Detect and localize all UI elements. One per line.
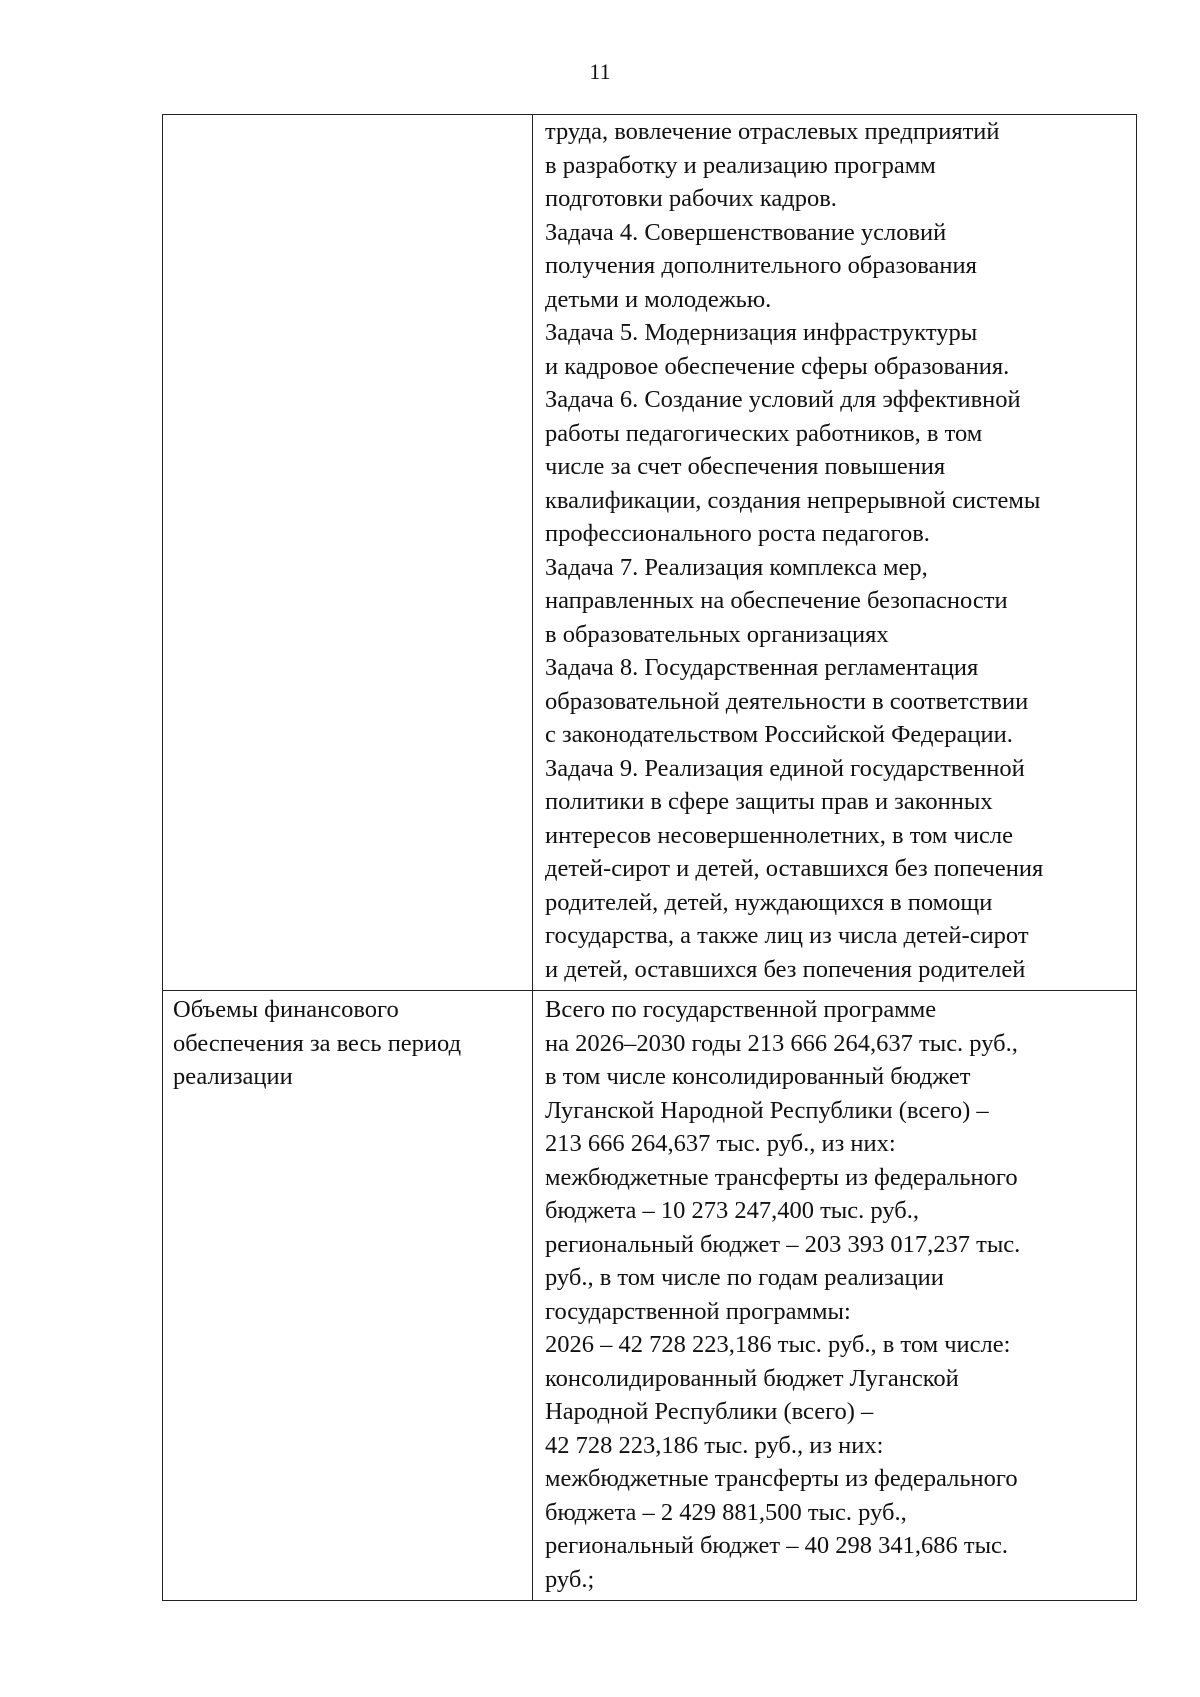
- tasks-text-line: и кадровое обеспечение сферы образования.: [545, 352, 1010, 380]
- tasks-text-line: в разработку и реализацию программ: [545, 151, 936, 179]
- funding-text-line: 213 666 264,637 тыс. руб., из них:: [545, 1130, 896, 1157]
- funding-label-line: реализации: [173, 1063, 293, 1090]
- funding-label-line: Объемы финансового: [173, 996, 399, 1023]
- tasks-text-line: интересов несовершеннолетних, в том числе: [545, 821, 1013, 849]
- funding-text-line: Всего по государственной программе: [545, 996, 937, 1023]
- funding-text-line: руб.;: [545, 1565, 595, 1593]
- tasks-text-line: образовательной деятельности в соответствии: [545, 687, 1029, 715]
- tasks-text-line: квалификации, создания непрерывной системы: [545, 486, 1041, 514]
- funding-text-line: региональный бюджет – 203 393 017,237 тыс.: [545, 1230, 1021, 1258]
- table-row-funding: [163, 991, 1137, 1601]
- tasks-text-line: направленных на обеспечение безопасности: [545, 587, 1008, 614]
- tasks-text-line: получения дополнительного образования: [545, 252, 977, 279]
- funding-label-line: обеспечения за весь период: [173, 1029, 462, 1057]
- funding-text-line: бюджета – 10 273 247,400 тыс. руб.,: [545, 1197, 919, 1224]
- tasks-text-line: труда, вовлечение отраслевых предприятий: [545, 118, 1000, 145]
- funding-text-line: консолидированный бюджет Луганской: [545, 1364, 959, 1392]
- tasks-text-line: государства, а также лиц из числа детей-сирот: [545, 922, 1029, 949]
- tasks-text-line: детьми и молодежью.: [545, 285, 772, 313]
- funding-text-line: Луганской Народной Республики (всего) –: [545, 1096, 989, 1124]
- tasks-text-line: Задача 8. Государственная регламентация: [545, 654, 979, 681]
- funding-text-line: 2026 – 42 728 223,186 тыс. руб., в том числе:: [545, 1331, 1011, 1358]
- tasks-text-line: подготовки рабочих кадров.: [545, 185, 837, 212]
- funding-text-line: Народной Республики (всего) –: [545, 1398, 874, 1425]
- funding-text-line: региональный бюджет – 40 298 341,686 тыс.: [545, 1532, 1009, 1559]
- tasks-text-line: Задача 4. Совершенствование условий: [545, 218, 947, 246]
- funding-label-cell: [163, 991, 533, 1601]
- tasks-text-line: Задача 5. Модернизация инфраструктуры: [545, 319, 978, 346]
- tasks-text-line: и детей, оставшихся без попечения родителей: [545, 955, 1026, 983]
- tasks-text-line: Задача 6. Создание условий для эффективной: [545, 386, 1021, 413]
- funding-text-line: бюджета – 2 429 881,500 тыс. руб.,: [545, 1498, 907, 1526]
- tasks-text-line: Задача 9. Реализация единой государственной: [545, 754, 1025, 782]
- tasks-text-line: политики в сфере защиты прав и законных: [545, 788, 993, 815]
- table-row-tasks: [163, 115, 1137, 991]
- tasks-text-line: в образовательных организациях: [545, 620, 889, 648]
- tasks-text-line: профессионального роста педагогов.: [545, 520, 930, 547]
- funding-text-line: в том числе консолидированный бюджет: [545, 1063, 971, 1090]
- tasks-text-line: родителей, детей, нуждающихся в помощи: [545, 888, 993, 916]
- funding-text-line: межбюджетные трансферты из федерального: [545, 1465, 1018, 1492]
- funding-text-line: руб., в том числе по годам реализации: [545, 1264, 944, 1291]
- tasks-text-line: работы педагогических работников, в том: [545, 419, 983, 447]
- tasks-text-line: числе за счет обеспечения повышения: [545, 453, 946, 480]
- tasks-text-line: Задача 7. Реализация комплекса мер,: [545, 553, 928, 581]
- tasks-label-cell: [163, 115, 533, 991]
- program-passport-table: [162, 114, 1137, 1601]
- funding-text-line: государственной программы:: [545, 1297, 851, 1325]
- funding-text-line: на 2026–2030 годы 213 666 264,637 тыс. руб.,: [545, 1029, 1018, 1057]
- page-number: 11: [589, 59, 611, 84]
- tasks-text-line: детей-сирот и детей, оставшихся без попечения: [545, 855, 1044, 882]
- funding-text-line: 42 728 223,186 тыс. руб., из них:: [545, 1431, 884, 1459]
- tasks-content-cell: [533, 115, 1137, 991]
- funding-content-cell: [533, 991, 1137, 1601]
- funding-text-line: межбюджетные трансферты из федерального: [545, 1163, 1018, 1191]
- tasks-text-line: с законодательством Российской Федерации.: [545, 721, 1013, 748]
